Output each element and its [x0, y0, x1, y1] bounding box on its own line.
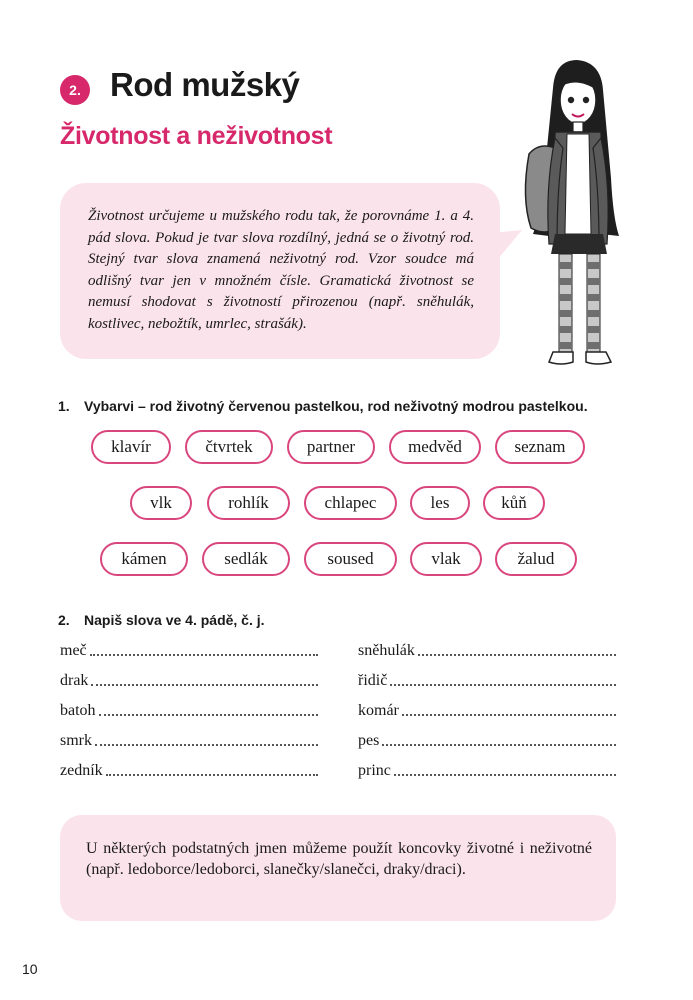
intro-text: Životnost určujeme u mužského rodu tak, že porovnáme 1. a 4. pád slova. Pokud je tvar slova rozdílný, jedná se o životný rod. Stejný tvar slova znamená neživotný rod. Vzor soudce má odlišný tvar jen v množném čísle. Gramatická životnost se nemusí shodovat s životností přirozenou (např. sněhulák, kostlivec, nebožtík, umrlec, strašák).	[88, 208, 474, 332]
exercise-word: princ	[358, 762, 391, 779]
word-pill[interactable]: rohlík	[207, 486, 290, 520]
word-pill[interactable]: klavír	[91, 430, 171, 464]
exercise-row	[60, 702, 318, 720]
exercise-row	[358, 672, 616, 690]
exercise-word: drak	[60, 672, 89, 689]
word-pill[interactable]: soused	[304, 542, 397, 576]
exercise-word: pes	[358, 732, 380, 749]
note-text: U některých podstatných jmen můžeme použít koncovky životné i neživotné (např. ledoborce/ledoborci, slanečky/slanečci, draky/draci).	[86, 840, 592, 878]
page-title: Rod mužský	[110, 66, 300, 103]
exercise-row	[358, 702, 616, 720]
task-1-instruction	[58, 398, 588, 414]
answer-blank[interactable]	[382, 743, 616, 746]
exercise-word: řidič	[358, 672, 388, 689]
exercise-word: komár	[358, 702, 399, 719]
word-pill[interactable]: žalud	[495, 542, 577, 576]
exercise-row	[358, 642, 616, 660]
exercise-row	[358, 732, 616, 750]
task-1-number: 1.	[58, 398, 70, 414]
page-subtitle: Životnost a neživotnost	[60, 122, 333, 150]
exercise-row	[60, 672, 318, 690]
exercise-row	[60, 732, 318, 750]
answer-blank[interactable]	[99, 713, 318, 716]
task-1-text: Vybarvi – rod životný červenou pastelkou, rod neživotný modrou pastelkou.	[84, 398, 588, 414]
answer-blank[interactable]	[106, 773, 318, 776]
word-pill[interactable]: partner	[287, 430, 375, 464]
exercise-row	[358, 762, 616, 780]
exercise-word: batoh	[60, 702, 96, 719]
word-pill[interactable]: chlapec	[304, 486, 397, 520]
task-2-number: 2.	[58, 612, 70, 628]
answer-blank[interactable]	[95, 743, 318, 746]
exercise-word: sněhulák	[358, 642, 415, 659]
answer-blank[interactable]	[91, 683, 318, 686]
word-pill[interactable]: medvěd	[389, 430, 481, 464]
answer-blank[interactable]	[90, 653, 318, 656]
task-2-instruction	[58, 612, 265, 628]
exercise-word: smrk	[60, 732, 92, 749]
exercise-row	[60, 642, 318, 660]
word-pill[interactable]: les	[410, 486, 470, 520]
girl-with-backpack-illustration	[515, 58, 635, 370]
word-pill[interactable]: čtvrtek	[185, 430, 273, 464]
word-pill[interactable]: kámen	[100, 542, 188, 576]
answer-blank[interactable]	[394, 773, 616, 776]
answer-blank[interactable]	[418, 653, 616, 656]
task-2-text: Napiš slova ve 4. pádě, č. j.	[84, 612, 265, 628]
page-number: 10	[22, 961, 38, 977]
word-pill[interactable]: vlak	[410, 542, 482, 576]
word-pill[interactable]: vlk	[130, 486, 192, 520]
exercise-row	[60, 762, 318, 780]
chapter-number-badge: 2.	[60, 75, 90, 105]
exercise-word: zedník	[60, 762, 103, 779]
word-pill[interactable]: seznam	[495, 430, 585, 464]
answer-blank[interactable]	[390, 683, 616, 686]
exercise-word: meč	[60, 642, 87, 659]
word-pill[interactable]: kůň	[483, 486, 545, 520]
word-pill[interactable]: sedlák	[202, 542, 290, 576]
answer-blank[interactable]	[402, 713, 616, 716]
